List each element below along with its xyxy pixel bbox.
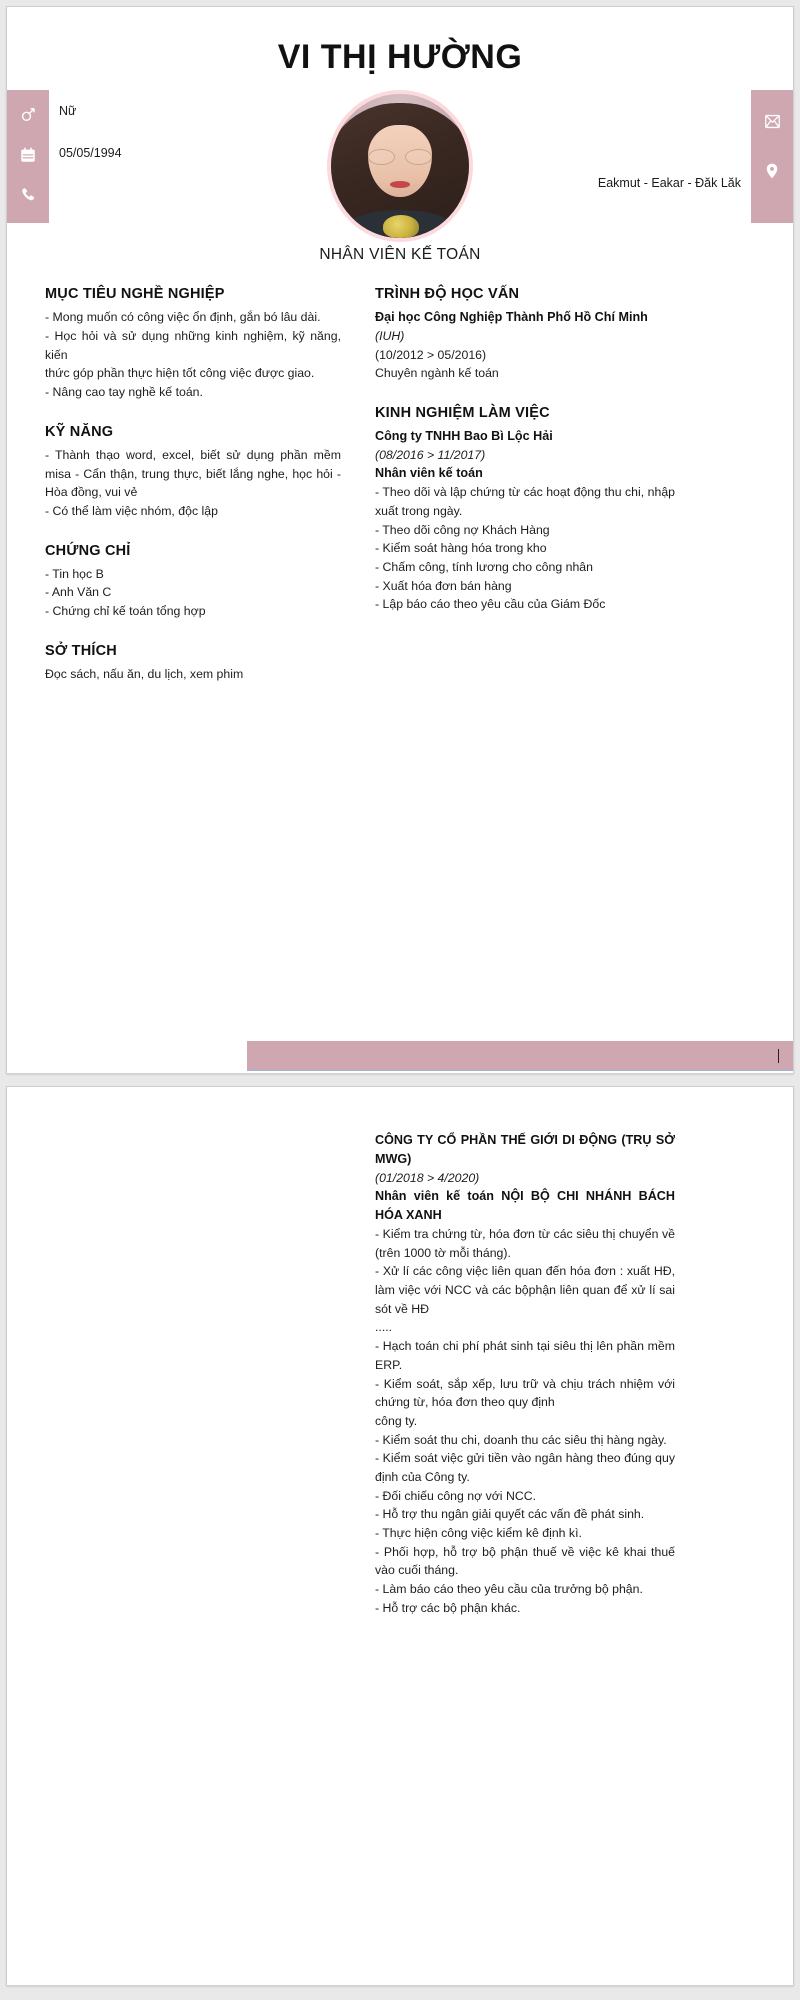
experience-duty: - Hỗ trợ các bộ phận khác.: [375, 1600, 521, 1615]
skills-line: - Thành thạo word, excel, biết sử dụng phần mềm misa - Cẩn thận, trung thực, biết lắng nghe, học hỏi - Hòa đồng, vui vẻ: [45, 447, 341, 500]
calendar-icon: [7, 146, 49, 164]
experience-role: Nhân viên kế toán NỘI BỘ CHI NHÁNH BÁCH HÓA XANH: [375, 1189, 675, 1223]
objective-line: - Học hỏi và sử dụng những kinh nghiệm, kỹ năng, kiến: [45, 329, 341, 362]
objective-line: thức góp phần thực hiện tốt công việc được giao.: [45, 366, 315, 381]
cv-page-1: [6, 6, 794, 1074]
experience-duty: - Đối chiếu công nợ với NCC.: [375, 1488, 537, 1503]
mail-icon: [751, 112, 793, 131]
section-title-hobbies: SỞ THÍCH: [45, 642, 117, 659]
experience-duty: - Theo dõi công nợ Khách Hàng: [375, 522, 550, 537]
avatar-glasses: [368, 149, 431, 165]
right-column: [375, 286, 675, 683]
experience-duty: - Hạch toán chi phí phát sinh tại siêu thị lên phần mềm ERP.: [375, 1339, 675, 1372]
education-school: Đại học Công Nghiệp Thành Phố Hồ Chí Minh: [375, 310, 648, 325]
section-title-certificates: CHỨNG CHỈ: [45, 542, 131, 559]
page2-left-column: [45, 1131, 341, 1617]
experience-duty: - Kiểm soát việc gửi tiền vào ngân hàng theo đúng quy định của Công ty.: [375, 1451, 675, 1484]
objective-line: - Nâng cao tay nghề kế toán.: [45, 385, 203, 400]
left-accent-bar: [7, 90, 49, 223]
experience-duty: - Hỗ trợ thu ngân giải quyết các vấn đề phát sinh.: [375, 1507, 645, 1522]
left-column: [45, 286, 341, 683]
header-zone: [7, 90, 793, 250]
experience-role: Nhân viên kế toán: [375, 466, 483, 481]
avatar-ring: [327, 90, 473, 242]
location-value: Eakmut - Eakar - Đăk Lăk: [597, 176, 741, 191]
experience-duty: - Xuất hóa đơn bán hàng: [375, 578, 512, 593]
education-period: (10/2012 > 05/2016): [375, 347, 487, 362]
experience-period: (08/2016 > 11/2017): [375, 447, 486, 462]
page2-columns: [7, 1087, 793, 1617]
gender-icon: [7, 106, 49, 125]
avatar-lens-left: [368, 149, 395, 165]
avatar-lips: [390, 181, 409, 188]
section-title-skills: KỸ NĂNG: [45, 423, 114, 440]
page-title: VI THỊ HƯỜNG: [277, 38, 523, 76]
experience-duty: - Kiểm tra chứng từ, hóa đơn từ các siêu thị chuyển về (trên 1000 tờ mỗi tháng).: [375, 1227, 675, 1260]
education-major: Chuyên ngành kế toán: [375, 366, 499, 381]
hobbies-line: Đọc sách, nấu ăn, du lịch, xem phim: [45, 666, 244, 681]
experience-duty: - Chấm công, tính lương cho công nhân: [375, 560, 593, 575]
page2-right-column: [375, 1131, 675, 1617]
dob-value: 05/05/1994: [59, 146, 122, 161]
text-caret: [778, 1049, 779, 1063]
experience-duty: công ty.: [375, 1413, 418, 1428]
location-pin-icon: [751, 162, 793, 180]
experience-duty: - Phối hợp, hỗ trợ bộ phận thuế về việc kê khai thuế vào cuối tháng.: [375, 1544, 675, 1578]
gender-value: Nữ: [59, 104, 77, 119]
avatar-flower: [383, 215, 419, 238]
page-footer-bar: [247, 1041, 793, 1071]
experience-company: Công ty TNHH Bao Bì Lộc Hải: [375, 429, 553, 444]
experience-duty: .....: [375, 1320, 393, 1335]
experience-duty: - Lập báo cáo theo yêu cầu của Giám Đốc: [375, 597, 606, 612]
section-title-experience: KINH NGHIỆM LÀM VIỆC: [375, 405, 550, 422]
job-title: NHÂN VIÊN KẾ TOÁN: [319, 246, 481, 264]
certificate-item: - Anh Văn C: [45, 585, 112, 600]
section-title-objective: MỤC TIÊU NGHỀ NGHIỆP: [45, 286, 225, 303]
section-title-education: TRÌNH ĐỘ HỌC VẤN: [375, 286, 520, 303]
education-abbrev: (IUH): [375, 329, 405, 344]
experience-duty: - Kiểm soát hàng hóa trong kho: [375, 541, 547, 556]
experience-duty: - Xử lí các công việc liên quan đến hóa đơn : xuất HĐ, làm việc với NCC và các bộphận liên quan để xử lí sai sót về HĐ: [375, 1264, 675, 1316]
cv-page-2: [6, 1086, 794, 1986]
avatar: [327, 90, 473, 242]
experience-duty: - Thực hiện công việc kiểm kê định kì.: [375, 1526, 582, 1540]
experience-period: (01/2018 > 4/2020): [375, 1170, 480, 1185]
avatar-lens-right: [405, 149, 432, 165]
experience-duty: - Làm báo cáo theo yêu cầu của trưởng bộ phận.: [375, 1582, 643, 1597]
certificate-item: - Chứng chỉ kế toán tổng hợp: [45, 603, 206, 618]
right-accent-bar: [751, 90, 793, 223]
objective-line: - Mong muốn có công việc ổn định, gắn bó lâu dài.: [45, 310, 321, 325]
experience-duty: - Theo dõi và lập chứng từ các hoạt động thu chi, nhập xuất trong ngày.: [375, 485, 675, 518]
phone-icon: [7, 186, 49, 204]
skills-line: - Có thể làm việc nhóm, độc lập: [45, 503, 218, 518]
experience-duty: - Kiểm soát thu chi, doanh thu các siêu thị hàng ngày.: [375, 1432, 667, 1447]
certificate-item: - Tin học B: [45, 566, 104, 581]
experience-company: CÔNG TY CỔ PHẦN THẾ GIỚI DI ĐỘNG (TRỤ SỞ MWG): [375, 1133, 675, 1166]
experience-duty: - Kiểm soát, sắp xếp, lưu trữ và chịu trách nhiệm với chứng từ, hóa đơn theo quy định: [375, 1376, 675, 1410]
content-columns: [7, 264, 793, 683]
